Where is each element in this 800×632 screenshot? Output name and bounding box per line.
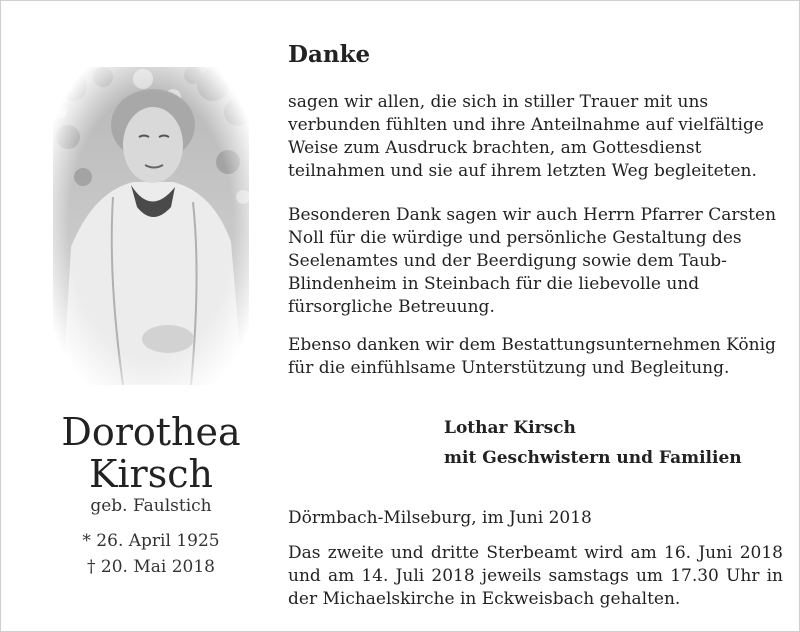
thanks-paragraph-2: Besonderen Dank sagen wir auch Herrn Pfarrer Carsten Noll für die würdige und persönliche Gestaltung des Seelenamtes und der Beerdigung sowie dem Taub-Blindenheim in Steinbach für die liebevolle und fürsorgliche Betreuung. (288, 205, 777, 317)
thanks-paragraph-1: sagen wir allen, die sich in stiller Trauer mit uns verbunden fühlten und ihre Anteilnahme auf vielfältige Weise zum Ausdruck brachten, am Gottesdienst teilnahmen und sie auf ihrem letzten Weg begleiteten. (288, 92, 764, 181)
signature-family: mit Geschwistern und Familien (444, 448, 742, 468)
place-date: Dörmbach-Milseburg, im Juni 2018 (288, 508, 592, 528)
death-date: † 20. Mai 2018 (87, 557, 215, 577)
first-name: Dorothea (61, 410, 241, 454)
signature (444, 413, 742, 473)
last-name: Kirsch (89, 452, 213, 496)
birth-date: * 26. April 1925 (82, 531, 220, 551)
birth-name: geb. Faulstich (90, 496, 212, 516)
life-dates (1, 528, 301, 580)
deceased-name (1, 411, 301, 495)
thanks-paragraph-3: Ebenso danken wir dem Bestattungsunternehmen König für die einfühlsame Unterstützung und Begleitung. (288, 335, 776, 378)
requiem-info: Das zweite und dritte Sterbeamt wird am 16. Juni 2018 und am 14. Juli 2018 jeweils samstags um 17.30 Uhr in der Michaelskirche in Eckweisbach gehalten. (288, 543, 783, 609)
portrait-photo (53, 67, 249, 385)
notice-title: Danke (288, 41, 371, 68)
signature-name: Lothar Kirsch (444, 418, 576, 438)
